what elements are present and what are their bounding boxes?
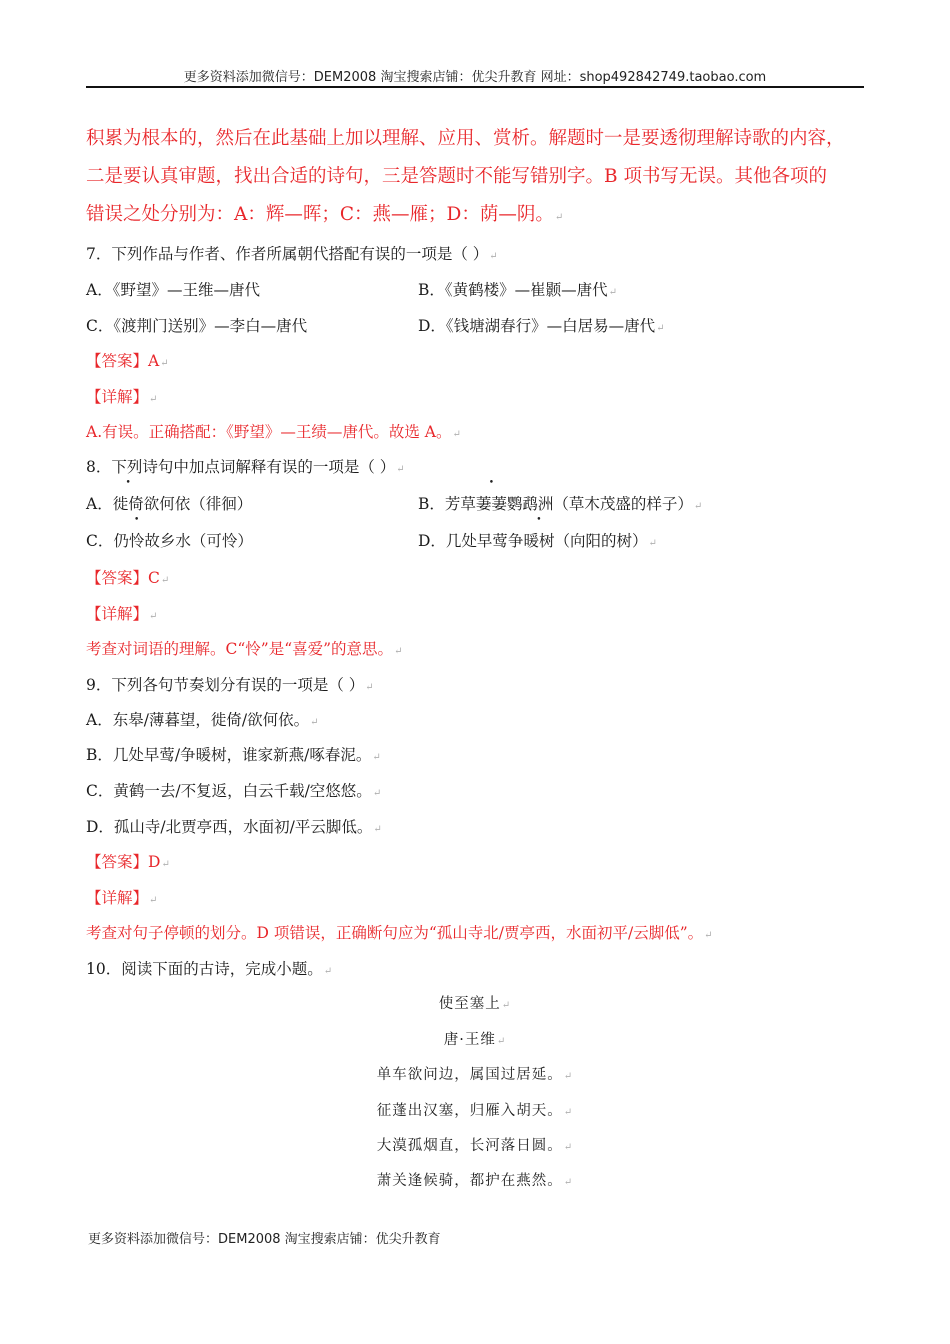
poem-line: 大漠孤烟直，长河落日圆。↵ [376,1138,574,1154]
q8-c-dotted-word: 怜 [128,532,145,550]
page-header: 更多资料添加微信号：DEM2008 淘宝搜索店铺：优尖升教育 网址：shop492842749.taobao.com [183,70,767,85]
q7-stem: 7．下列作品与作者、作者所属朝代搭配有误的一项是（ ）↵ [86,245,498,263]
q8-a-dotted-word: 徙倚 [112,495,144,513]
header-divider [86,86,864,88]
q8-detail-label: 【详解】↵ [86,605,158,623]
poem-line: 萧关逢候骑，都护在燕然。↵ [376,1173,574,1189]
q9-option-c: C．黄鹤一去/不复返，白云千载/空悠悠。↵ [86,782,382,800]
q8-option-c: C．仍怜故乡水（可怜） [86,529,253,551]
q7-answer: 【答案】A↵ [86,352,169,370]
q9-option-a: A．东皋/薄暮望，徙倚/欲何依。↵ [86,711,319,729]
poem-title: 使至塞上↵ [438,996,512,1012]
intro-explanation [86,120,866,237]
intro-line: 积累为根本的，然后在此基础上加以理解、应用、赏析。解题时一是要透彻理解诗歌的内容， [86,128,845,149]
poem-line: 单车欲问边，属国过居延。↵ [376,1067,574,1083]
q8-answer: 【答案】C↵ [86,569,170,587]
intro-line: 错误之处分别为：A：辉—晖；C：燕—雁；D：荫—阴。↵ [86,204,564,225]
q7-option-a: A．《野望》—王维—唐代 [86,281,260,299]
q9-explanation: 考查对句子停顿的划分。D 项错误，正确断句应为“孤山寺北/贾亭西，水面初平/云脚低”。↵ [86,924,713,942]
q8-option-b: B．芳草萋萋鹦鹉洲（草木茂盛的样子）↵ [418,492,702,514]
q8-explanation: 考查对词语的理解。C“怜”是“喜爱”的意思。↵ [86,640,403,658]
q7-option-c: C．《渡荆门送别》—李白—唐代 [86,317,308,335]
q9-detail-label: 【详解】↵ [86,889,158,907]
q7-explanation: A.有误。正确搭配：《野望》—王绩—唐代。故选 A。↵ [86,423,461,441]
q8-option-a: A．徙倚欲何依（徘徊） [86,492,252,514]
intro-line: 二是要认真审题，找出合适的诗句，三是答题时不能写错别字。B 项书写无误。其他各项的 [86,166,827,187]
q9-option-d: D．孤山寺/北贾亭西，水面初/平云脚低。↵ [86,818,382,836]
q8-d-dotted-word: 暖树 [523,532,555,550]
page-footer: 更多资料添加微信号：DEM2008 淘宝搜索店铺：优尖升教育 [88,1232,441,1247]
q8-option-d: D．几处早莺争暖树（向阳的树）↵ [418,529,657,551]
q8-stem: 8．下列诗句中加点词解释有误的一项是（ ）↵ [86,458,405,476]
q9-answer: 【答案】D↵ [86,853,170,871]
poem-author: 唐·王维↵ [443,1032,507,1048]
q8-b-dotted-word: 萋萋 [475,495,507,513]
q10-stem: 10．阅读下面的古诗，完成小题。↵ [86,960,333,978]
q7-option-d: D．《钱塘湖春行》—白居易—唐代↵ [418,317,665,335]
q9-option-b: B．几处早莺/争暖树，谁家新燕/啄春泥。↵ [86,746,381,764]
q7-detail-label: 【详解】↵ [86,388,158,406]
q9-stem: 9．下列各句节奏划分有误的一项是（ ）↵ [86,676,374,694]
q7-option-b: B．《黄鹤楼》—崔颢—唐代↵ [418,281,618,299]
poem-line: 征蓬出汉塞，归雁入胡天。↵ [376,1103,574,1119]
